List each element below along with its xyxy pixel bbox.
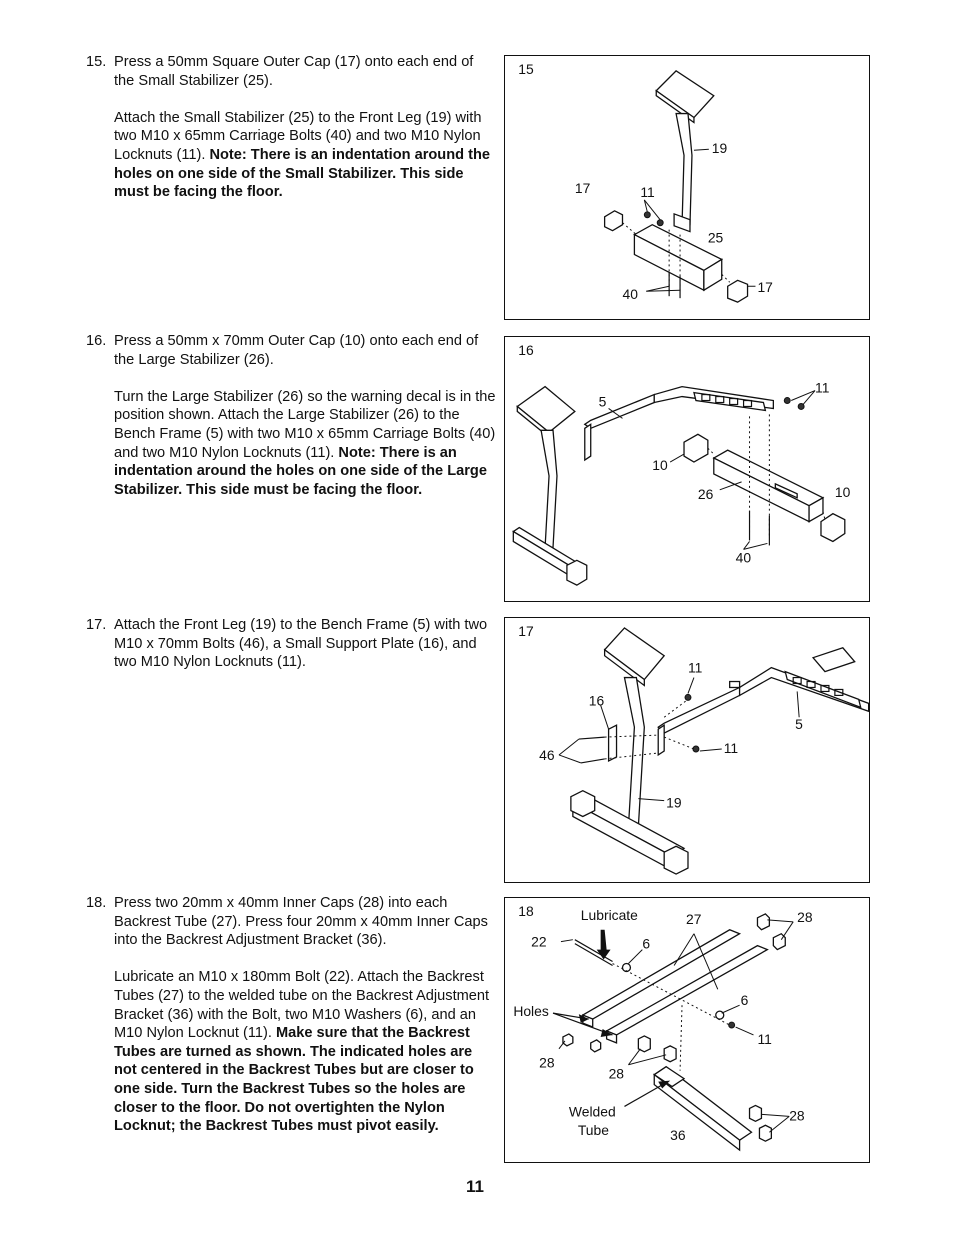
step-16 — [86, 332, 496, 499]
label-holes: Holes — [513, 1003, 549, 1020]
figure-16 — [504, 336, 870, 602]
figure-17 — [504, 617, 870, 883]
figure-number: 17 — [518, 622, 534, 639]
step-17 — [86, 616, 496, 672]
part-label: 6 — [740, 992, 749, 1009]
label-lubricate: Lubricate — [580, 906, 638, 923]
part-label: 28 — [789, 1107, 805, 1124]
step-paragraph: Lubricate an M10 x 180mm Bolt (22). Attach the Backrest Tubes (27) to the welded tube on the Backrest Adjustment Bracket (36) with the Bolt, two M10 Washers (6), and an M10 Nylon Locknut (11). Make sure that the Backrest Tubes are turned as shown. The indicated holes are not centered in the Backrest Tubes but are closer to one side. Turn the Backrest Tubes so the holes are closer to the floor. Do not overtighten the Nylon Locknut; the Backrest Tubes must pivot easily. — [114, 969, 490, 1135]
figure-18 — [504, 897, 870, 1163]
part-label: 5 — [795, 716, 803, 733]
step-paragraph: Press a 50mm Square Outer Cap (17) onto each end of the Small Stabilizer (25). — [114, 54, 474, 89]
figure-18-drawing — [505, 898, 869, 1162]
label-welded-tube: Welded — [568, 1103, 616, 1120]
part-label: 27 — [686, 910, 702, 927]
figure-number: 18 — [518, 902, 534, 919]
part-label: 19 — [711, 140, 728, 157]
part-label: 11 — [640, 183, 655, 200]
part-label: 6 — [642, 935, 651, 952]
page-number: 11 — [466, 1177, 484, 1196]
step-paragraph: Attach the Front Leg (19) to the Bench Frame (5) with two M10 x 70mm Bolts (46), a Small Support Plate (16), and two M10 Nylon Locknuts (11). — [114, 617, 488, 671]
step-number: 18. — [86, 895, 107, 911]
part-label: 16 — [588, 692, 605, 709]
step-number: 15. — [86, 54, 107, 70]
label-welded-tube: Tube — [577, 1122, 609, 1139]
part-label: 22 — [531, 933, 547, 950]
part-label: 19 — [666, 794, 682, 811]
figure-number: 15 — [518, 60, 534, 77]
part-label: 40 — [735, 549, 752, 566]
part-label: 17 — [757, 279, 773, 296]
step-paragraph: Press two 20mm x 40mm Inner Caps (28) into each Backrest Tube (27). Press four 20mm x 40mm Inner Caps into the Backrest Adjustment Bracket (36). — [114, 895, 488, 949]
part-label: 10 — [652, 456, 668, 473]
part-label: 10 — [834, 483, 851, 500]
part-label: 36 — [670, 1127, 686, 1144]
part-label: 28 — [797, 908, 813, 925]
part-label: 28 — [608, 1065, 625, 1082]
step-15 — [86, 53, 496, 202]
figure-16-drawing — [505, 337, 869, 601]
part-label: 25 — [707, 229, 724, 246]
figure-17-drawing — [505, 618, 869, 882]
figure-15 — [504, 55, 870, 320]
figure-15-drawing — [505, 56, 869, 319]
part-label: 17 — [574, 179, 591, 196]
step-paragraph: Press a 50mm x 70mm Outer Cap (10) onto each end of the Large Stabilizer (26). — [114, 333, 479, 368]
part-label: 11 — [687, 659, 703, 676]
part-label: 40 — [622, 286, 638, 303]
part-label: 11 — [757, 1030, 772, 1047]
part-label: 11 — [723, 739, 739, 756]
part-label: 26 — [697, 485, 714, 502]
step-number: 16. — [86, 333, 107, 349]
step-18 — [86, 894, 496, 1136]
part-label: 28 — [539, 1054, 555, 1071]
step-number: 17. — [86, 617, 107, 633]
part-label: 46 — [539, 746, 555, 763]
figure-number: 16 — [518, 341, 534, 358]
part-label: 11 — [815, 379, 830, 396]
part-label: 5 — [598, 393, 607, 410]
step-paragraph: Turn the Large Stabilizer (26) so the warning decal is in the position shown. Attach the Large Stabilizer (26) to the Bench Frame (5) with two M10 x 65mm Carriage Bolts (40) and two M10 Nylon Locknuts (11). Note: There is an indentation around the holes on one side of the Large Stabilizer. This side must be facing the floor. — [114, 388, 496, 498]
step-paragraph: Attach the Small Stabilizer (25) to the Front Leg (19) with two M10 x 65mm Carriage Bolts (40) and two M10 Nylon Locknuts (11). Note: There is an indentation around the holes on one side of the Small Stabilizer. This side must be facing the floor. — [114, 109, 490, 201]
